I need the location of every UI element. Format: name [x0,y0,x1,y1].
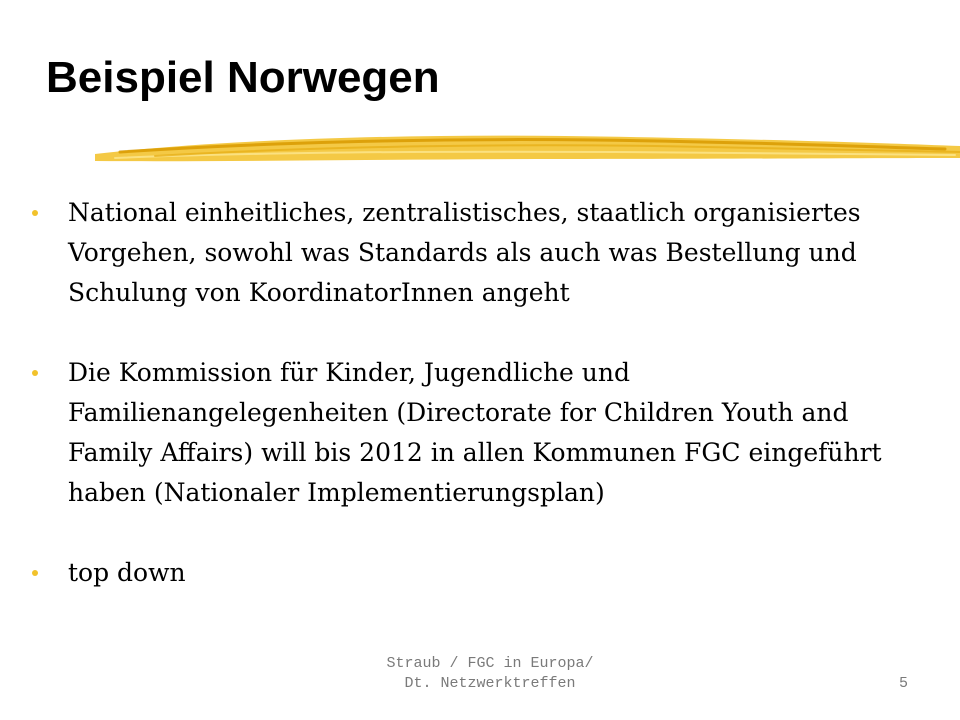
bullet-text: top down [68,558,186,587]
slide-footer [350,654,630,694]
bullet-dot-icon [32,210,38,216]
page-number: 5 [898,675,908,692]
bullet-text: National einheitliches, zentralistisches, staatlich organisiertes Vorgehen, sowohl was Standards als auch was Bestellung und Schulung von KoordinatorInnen angeht [68,198,861,307]
slide-title: Beispiel Norwegen [46,53,440,102]
bullet-list [30,193,910,593]
bullet-text: Die Kommission für Kinder, Jugendliche und Familienangelegenheiten (Directorate for Children Youth and Family Affairs) will bis 2012 in allen Kommunen FGC eingeführt haben (Nationaler Implementierungsplan) [68,358,882,507]
bullet-item [30,353,910,513]
bullet-item [30,553,910,593]
bullet-dot-icon [32,570,38,576]
bullet-dot-icon [32,370,38,376]
footer-line-2: Dt. Netzwerktreffen [404,675,576,692]
title-underline-brush [95,128,960,168]
bullet-item [30,193,910,313]
footer-line-1: Straub / FGC in Europa/ [386,655,594,672]
